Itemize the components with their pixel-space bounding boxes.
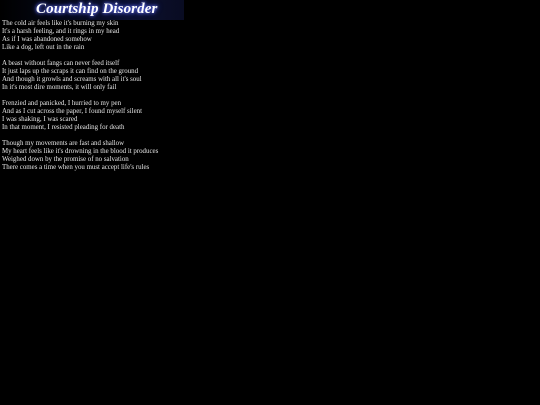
poem-line: Weighed down by the promise of no salvation [2, 156, 129, 163]
poem-line: Frenzied and panicked, I hurried to my pen [2, 100, 122, 107]
poem-line: The cold air feels like it's burning my skin [2, 20, 119, 27]
poem-line: And as I cut across the paper, I found myself silent [2, 108, 142, 115]
poem-line: There comes a time when you must accept life's rules [2, 164, 150, 171]
poem-line: My heart feels like it's drowning in the blood it produces [2, 148, 159, 155]
stanza-3 [2, 100, 158, 132]
poem-line: A beast without fangs can never feed itself [2, 60, 120, 67]
stanza-2 [2, 60, 158, 92]
page-title: Courtship Disorder [36, 1, 158, 17]
poem-body [2, 20, 158, 180]
stanza-1 [2, 20, 158, 52]
poem-line: It's a harsh feeling, and it rings in my head [2, 28, 120, 35]
stanza-4 [2, 140, 158, 172]
poem-line: Like a dog, left out in the rain [2, 44, 85, 51]
poem-line: I was shaking, I was scared [2, 116, 78, 123]
poem-line: In it's most dire moments, it will only fail [2, 84, 117, 91]
poem-line: As if I was abandoned somehow [2, 36, 92, 43]
poem-line: And though it growls and screams with all it's soul [2, 76, 142, 83]
poem-line: It just laps up the scraps it can find on the ground [2, 68, 139, 75]
poem-line: In that moment, I resisted pleading for death [2, 124, 125, 131]
poem-line: Though my movements are fast and shallow [2, 140, 125, 147]
